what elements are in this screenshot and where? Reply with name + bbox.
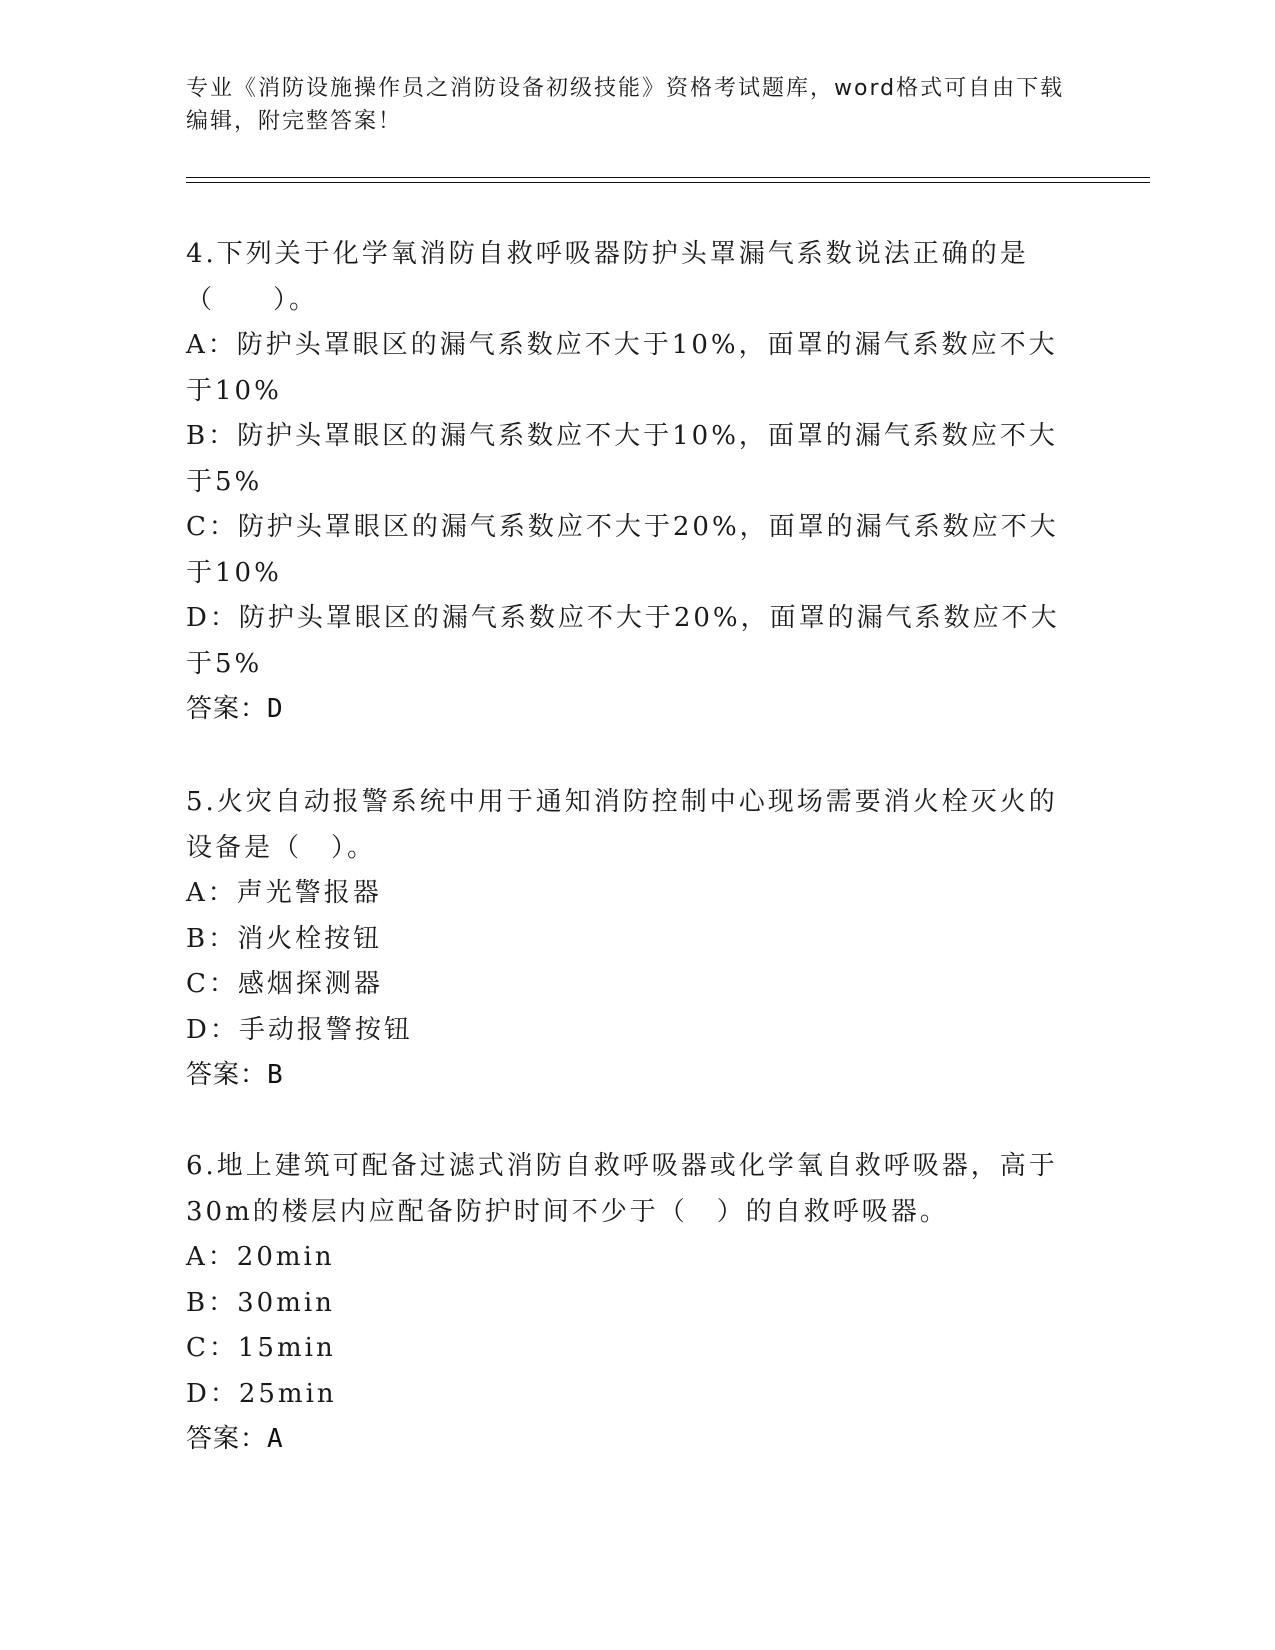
answer-line	[186, 687, 1066, 733]
answer-line	[186, 1053, 1066, 1099]
option-d: D：防护头罩眼区的漏气系数应不大于20%，面罩的漏气系数应不大于5%	[186, 603, 1060, 679]
answer-label: 答案：	[186, 1424, 268, 1454]
option-d: D：手动报警按钮	[186, 1014, 413, 1045]
question-stem: 5.火灾自动报警系统中用于通知消防控制中心现场需要消火栓灭火的设备是（ ）。	[186, 787, 1058, 863]
answer-label: 答案：	[186, 1060, 268, 1090]
answer-line	[186, 1417, 1066, 1463]
question-5	[186, 780, 1066, 1099]
question-6	[186, 1144, 1066, 1463]
option-c: C：防护头罩眼区的漏气系数应不大于20%，面罩的漏气系数应不大于10%	[186, 512, 1059, 588]
question-stem: 4.下列关于化学氧消防自救呼吸器防护头罩漏气系数说法正确的是（ ）。	[186, 239, 1029, 315]
header-rule-top	[186, 177, 1150, 178]
header-rule-bottom	[186, 182, 1150, 183]
answer-label: 答案：	[186, 694, 268, 724]
option-c: C：15min	[186, 1333, 336, 1363]
option-a: A：声光警报器	[186, 878, 382, 908]
option-a: A：20min	[186, 1242, 335, 1272]
answer-value: B	[267, 1060, 284, 1090]
question-stem: 6.地上建筑可配备过滤式消防自救呼吸器或化学氧自救呼吸器，高于30m的楼层内应配备防护时间不少于（ ）的自救呼吸器。	[186, 1151, 1058, 1227]
question-4	[186, 232, 1066, 733]
option-a: A：防护头罩眼区的漏气系数应不大于10%，面罩的漏气系数应不大于10%	[186, 330, 1058, 406]
answer-value: D	[267, 694, 284, 724]
option-d: D：25min	[186, 1378, 337, 1409]
answer-value: A	[267, 1424, 284, 1454]
option-c: C：感烟探测器	[186, 969, 383, 999]
document-header: 专业《消防设施操作员之消防设备初级技能》资格考试题库，word格式可自由下载编辑，附完整答案！	[186, 76, 1065, 134]
option-b: B：防护头罩眼区的漏气系数应不大于10%，面罩的漏气系数应不大于5%	[186, 421, 1058, 497]
option-b: B：消火栓按钮	[186, 923, 383, 954]
option-b: B：30min	[186, 1287, 335, 1318]
